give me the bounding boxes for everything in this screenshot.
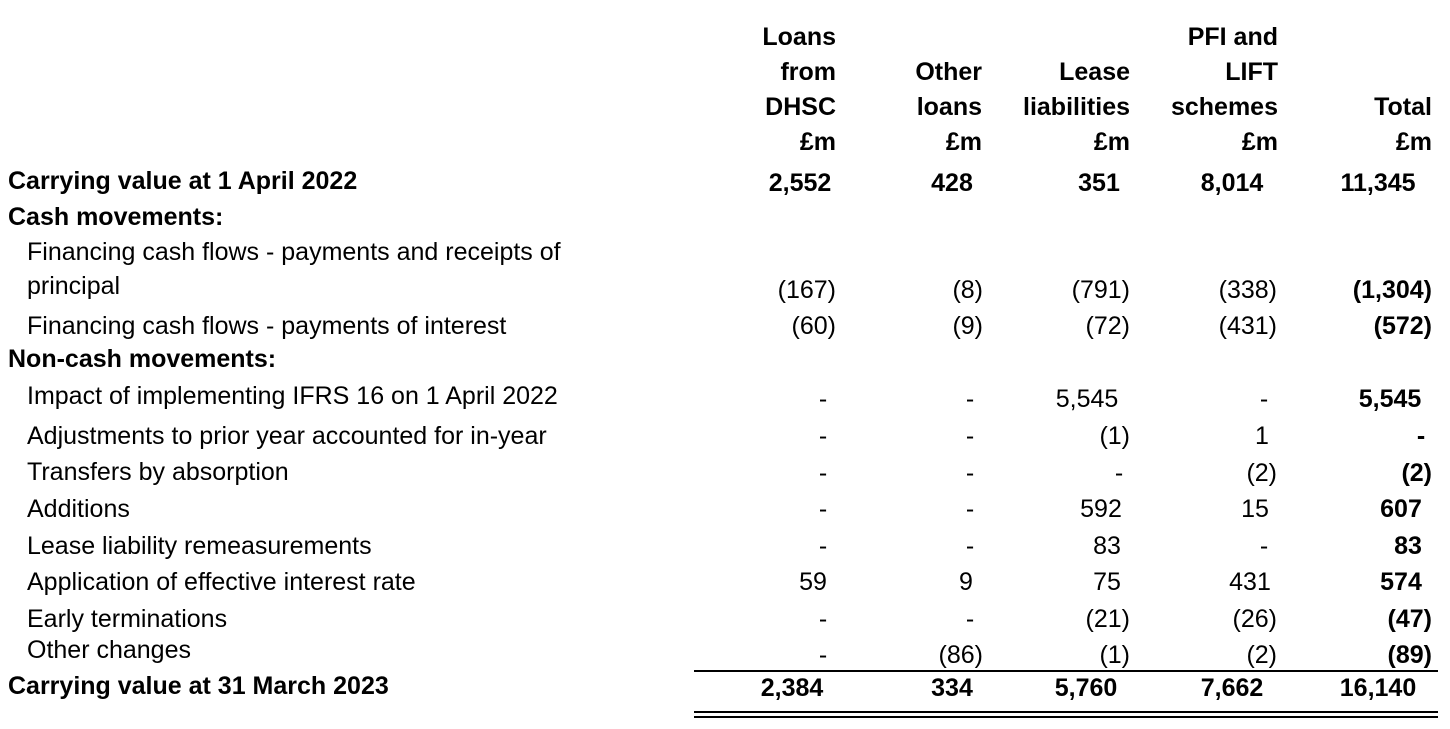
header-line: £m <box>1241 128 1278 156</box>
cell-value: (431) <box>1218 312 1277 340</box>
cell-value: (791) <box>1071 276 1130 304</box>
column-header-total <box>1320 90 1432 160</box>
cell-value: - <box>965 532 975 560</box>
cell-value: 59 <box>799 568 827 596</box>
row-label-closing-balance: Carrying value at 31 March 2023 <box>8 672 389 700</box>
row-label-early-terminations: Early terminations <box>27 605 228 633</box>
row-label-lease-remeasurements: Lease liability remeasurements <box>27 532 372 560</box>
cell-value: - <box>818 495 828 523</box>
cell-value: - <box>965 459 975 487</box>
cell-value: (2) <box>1246 641 1277 669</box>
cell-value: 2,384 <box>760 674 824 702</box>
subtotal-rule <box>694 670 1438 672</box>
row-label-principal-flows: Financing cash flows - payments and receipts of <box>27 238 561 266</box>
cell-value: - <box>965 495 975 523</box>
cell-value: 83 <box>1394 532 1422 560</box>
cell-value: 592 <box>1080 495 1122 523</box>
cell-value: (2) <box>1246 459 1277 487</box>
column-header-pfi-lift-schemes <box>1150 20 1278 160</box>
row-label-interest-flows: Financing cash flows - payments of interest <box>27 312 507 340</box>
cell-value: 9 <box>959 568 973 596</box>
cell-value: - <box>818 641 828 669</box>
cell-value: (21) <box>1085 605 1130 633</box>
cell-value: 1 <box>1255 422 1269 450</box>
cell-value: (1,304) <box>1352 276 1432 304</box>
cell-value: - <box>1259 532 1269 560</box>
cell-value: 428 <box>931 169 973 197</box>
cell-value: - <box>1259 385 1269 413</box>
cell-value: (1) <box>1099 422 1130 450</box>
section-heading-non-cash-movements: Non-cash movements: <box>8 345 277 373</box>
row-label-other-changes: Other changes <box>27 636 191 664</box>
row-label-transfers-by-absorption: Transfers by absorption <box>27 458 289 486</box>
cell-value: (2) <box>1401 459 1432 487</box>
cell-value: - <box>965 605 975 633</box>
cell-value: 2,552 <box>768 169 832 197</box>
row-label-prior-year-adjustments: Adjustments to prior year accounted for in-year <box>27 422 547 450</box>
cell-value: (338) <box>1218 276 1277 304</box>
column-header-lease-liabilities <box>1000 55 1130 160</box>
cell-value: (60) <box>791 312 836 340</box>
cell-value: 334 <box>931 674 973 702</box>
cell-value: - <box>818 532 828 560</box>
column-header-other-loans <box>880 55 982 160</box>
cell-value: - <box>818 385 828 413</box>
header-line: £m <box>1093 128 1130 156</box>
cell-value: (8) <box>952 276 983 304</box>
cell-value: (89) <box>1387 641 1432 669</box>
cell-value: 431 <box>1229 568 1271 596</box>
cell-value: 5,545 <box>1358 385 1422 413</box>
row-label-effective-interest: Application of effective interest rate <box>27 568 416 596</box>
cell-value: 83 <box>1093 532 1121 560</box>
row-label-ifrs16: Impact of implementing IFRS 16 on 1 April 2022 <box>27 382 558 410</box>
header-line: Loans <box>762 23 836 51</box>
cell-value: - <box>818 422 828 450</box>
cell-value: (1) <box>1099 641 1130 669</box>
cell-value: - <box>1416 422 1426 450</box>
cell-value: - <box>818 459 828 487</box>
header-line: liabilities <box>1023 93 1130 121</box>
cell-value: 15 <box>1241 495 1269 523</box>
cell-value: 7,662 <box>1200 674 1264 702</box>
section-heading-cash-movements: Cash movements: <box>8 203 224 231</box>
header-line: PFI and <box>1187 23 1278 51</box>
header-line: £m <box>799 128 836 156</box>
cell-value: (572) <box>1373 312 1432 340</box>
cell-value: 16,140 <box>1339 674 1417 702</box>
row-label-additions: Additions <box>27 495 130 523</box>
total-double-rule-bottom <box>694 716 1438 718</box>
header-line: £m <box>945 128 982 156</box>
cell-value: 8,014 <box>1200 169 1264 197</box>
header-line: Other <box>915 58 982 86</box>
cell-value: (9) <box>952 312 983 340</box>
cell-value: 351 <box>1078 169 1120 197</box>
cell-value: - <box>1114 459 1124 487</box>
header-line: from <box>780 58 836 86</box>
header-line: DHSC <box>765 93 836 121</box>
header-line: £m <box>1395 128 1432 156</box>
cell-value: - <box>965 385 975 413</box>
cell-value: 75 <box>1093 568 1121 596</box>
cell-value: (72) <box>1085 312 1130 340</box>
cell-value: (26) <box>1232 605 1277 633</box>
cell-value: - <box>818 605 828 633</box>
cell-value: (47) <box>1387 605 1432 633</box>
row-label-opening-balance: Carrying value at 1 April 2022 <box>8 167 358 195</box>
cell-value: 5,760 <box>1054 674 1118 702</box>
cell-value: 574 <box>1380 568 1422 596</box>
cell-value: (167) <box>777 276 836 304</box>
cell-value: 5,545 <box>1055 385 1119 413</box>
cell-value: (86) <box>938 641 983 669</box>
header-line: loans <box>916 93 982 121</box>
cell-value: - <box>965 422 975 450</box>
total-double-rule-top <box>694 711 1438 713</box>
row-label-principal-flows-continued: principal <box>27 272 121 300</box>
cell-value: 11,345 <box>1340 169 1416 197</box>
header-line: schemes <box>1170 93 1278 121</box>
cell-value: 607 <box>1380 495 1422 523</box>
header-line: Lease <box>1059 58 1130 86</box>
column-header-loans-from-dhsc <box>720 20 836 160</box>
header-line: LIFT <box>1225 58 1278 86</box>
header-line: Total <box>1374 93 1432 121</box>
